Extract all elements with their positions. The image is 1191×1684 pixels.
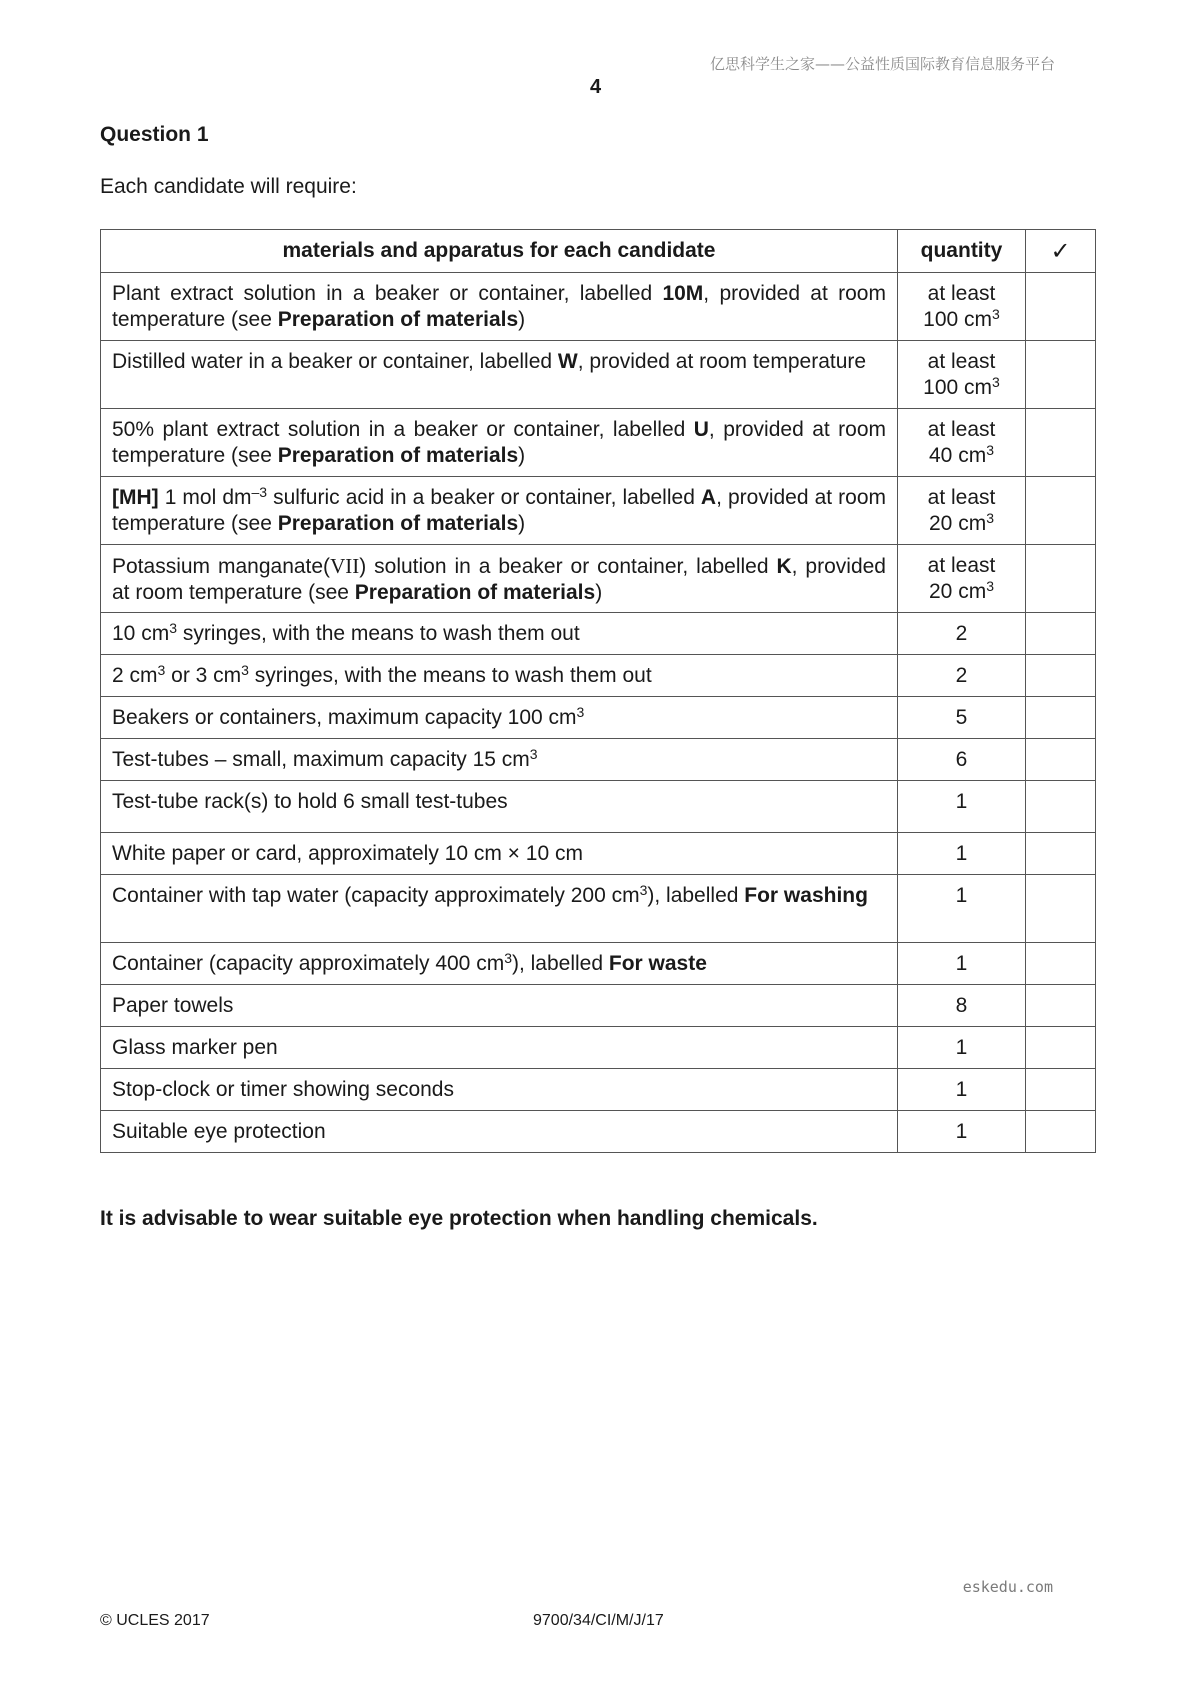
- header-check-mark: ✓: [1026, 230, 1096, 273]
- item-description: Distilled water in a beaker or container, labelled W, provided at room temperature: [101, 341, 898, 409]
- safety-warning: It is advisable to wear suitable eye protection when handling chemicals.: [100, 1207, 818, 1230]
- item-quantity: at least 100 $cm^3$: [898, 273, 1026, 341]
- header-materials: materials and apparatus for each candidate: [101, 230, 898, 273]
- table-row: [101, 833, 1096, 875]
- table-row: [101, 781, 1096, 833]
- item-quantity: 1: [898, 1111, 1026, 1153]
- item-description: White paper or card, approximately 10 cm × 10 cm: [101, 833, 898, 875]
- check-cell: [1026, 781, 1096, 833]
- table-row: [101, 655, 1096, 697]
- check-cell: [1026, 273, 1096, 341]
- check-cell: [1026, 833, 1096, 875]
- table-row: [101, 273, 1096, 341]
- check-cell: [1026, 943, 1096, 985]
- item-quantity: at least 20 $cm^3$: [898, 545, 1026, 613]
- item-description: Potassium manganate(VII) solution in a beaker or container, labelled K, provided at room temperature (see Preparation of materials): [101, 545, 898, 613]
- item-description: 10 $cm^3$ syringes, with the means to wash them out: [101, 613, 898, 655]
- table-row: [101, 1027, 1096, 1069]
- item-description: 50% plant extract solution in a beaker or container, labelled U, provided at room temperature (see Preparation of materials): [101, 409, 898, 477]
- table-row: [101, 1069, 1096, 1111]
- check-cell: [1026, 1027, 1096, 1069]
- item-description: [MH] 1 mol $dm^{-3}$ sulfuric acid in a beaker or container, labelled A, provided at room temperature (see Preparation of materials): [101, 477, 898, 545]
- header-quantity: quantity: [898, 230, 1026, 273]
- item-description: Test-tube rack(s) to hold 6 small test-tubes: [101, 781, 898, 833]
- item-quantity: 2: [898, 655, 1026, 697]
- check-cell: [1026, 613, 1096, 655]
- check-cell: [1026, 409, 1096, 477]
- item-description: Paper towels: [101, 985, 898, 1027]
- item-quantity: 1: [898, 1069, 1026, 1111]
- check-cell: [1026, 477, 1096, 545]
- table-row: [101, 697, 1096, 739]
- table-row: [101, 875, 1096, 943]
- table-row: [101, 545, 1096, 613]
- item-quantity: 6: [898, 739, 1026, 781]
- item-quantity: 1: [898, 1027, 1026, 1069]
- item-description: 2 $cm^3$ or 3 $cm^3$ syringes, with the means to wash them out: [101, 655, 898, 697]
- footer-watermark: eskedu.com: [962, 1578, 1053, 1596]
- materials-table: [100, 229, 1096, 1153]
- item-quantity: 5: [898, 697, 1026, 739]
- check-cell: [1026, 1069, 1096, 1111]
- check-cell: [1026, 655, 1096, 697]
- check-cell: [1026, 1111, 1096, 1153]
- table-row: [101, 409, 1096, 477]
- table-row: [101, 477, 1096, 545]
- table-header-row: [101, 230, 1096, 273]
- item-quantity: 1: [898, 781, 1026, 833]
- table-row: [101, 739, 1096, 781]
- item-description: Container with tap water (capacity approximately 200 $cm^3$), labelled For washing: [101, 875, 898, 943]
- table-row: [101, 943, 1096, 985]
- question-intro: Each candidate will require:: [100, 175, 357, 198]
- item-quantity: 2: [898, 613, 1026, 655]
- item-description: Stop-clock or timer showing seconds: [101, 1069, 898, 1111]
- table-row: [101, 985, 1096, 1027]
- check-cell: [1026, 545, 1096, 613]
- check-cell: [1026, 341, 1096, 409]
- item-description: Container (capacity approximately 400 $cm^3$), labelled For waste: [101, 943, 898, 985]
- item-description: Plant extract solution in a beaker or container, labelled 10M, provided at room temperature (see Preparation of materials): [101, 273, 898, 341]
- check-cell: [1026, 875, 1096, 943]
- header-watermark: 亿思科学生之家——公益性质国际教育信息服务平台: [709, 55, 1055, 73]
- item-quantity: 1: [898, 833, 1026, 875]
- item-quantity: at least 20 $cm^3$: [898, 477, 1026, 545]
- question-title: Question 1: [100, 123, 209, 146]
- item-quantity: at least 40 $cm^3$: [898, 409, 1026, 477]
- table-row: [101, 341, 1096, 409]
- item-description: Beakers or containers, maximum capacity 100 $cm^3$: [101, 697, 898, 739]
- check-cell: [1026, 739, 1096, 781]
- item-description: Suitable eye protection: [101, 1111, 898, 1153]
- page-number: 4: [589, 76, 602, 98]
- item-quantity: 1: [898, 875, 1026, 943]
- item-quantity: 1: [898, 943, 1026, 985]
- item-description: Test-tubes – small, maximum capacity 15 $cm^3$: [101, 739, 898, 781]
- item-quantity: 8: [898, 985, 1026, 1027]
- table-row: [101, 1111, 1096, 1153]
- paper-code: 9700/34/CI/M/J/17: [533, 1612, 664, 1629]
- check-cell: [1026, 985, 1096, 1027]
- check-cell: [1026, 697, 1096, 739]
- item-quantity: at least 100 $cm^3$: [898, 341, 1026, 409]
- table-row: [101, 613, 1096, 655]
- copyright: © UCLES 2017: [100, 1612, 210, 1629]
- item-description: Glass marker pen: [101, 1027, 898, 1069]
